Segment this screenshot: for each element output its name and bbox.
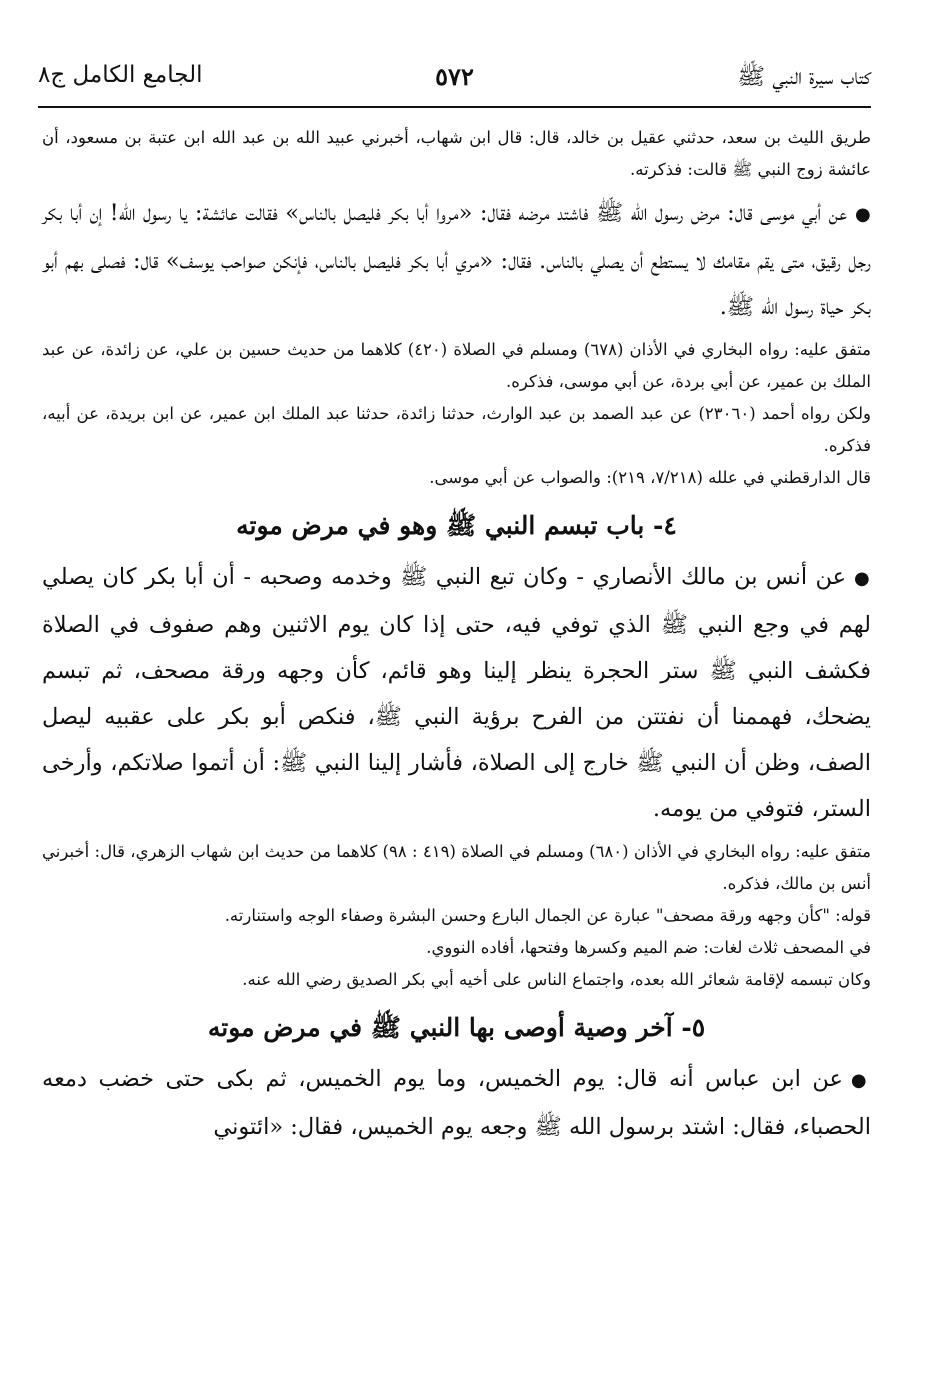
- bullet-icon: ●: [854, 568, 871, 589]
- volume-title: الجامع الكامل ج٨: [38, 62, 203, 88]
- book-title: كتاب سيرة النبي ﷺ: [737, 64, 871, 90]
- section-heading: ٥- آخر وصية أوصى بها النبي ﷺ في مرض موته: [207, 1013, 706, 1042]
- note-paragraph: متفق عليه: رواه البخاري في الأذان (٦٨٠) ومسلم في الصلاة (٤١٩ : ٩٨) كلاهما من حديث ابن شهاب الزهري، قال: أخبرني أنس بن مالك، فذكره.: [42, 842, 871, 893]
- note-paragraph: ولكن رواه أحمد (٢٣٠٦٠) عن عبد الصمد بن عبد الوارث، حدثنا زائدة، حدثنا عبد الملك ابن عمير، عن ابن بريدة، عن أبيه، فذكره.: [42, 404, 871, 455]
- header-divider: [38, 106, 871, 108]
- hadith-text: عن أنس بن مالك الأنصاري - وكان تبع النبي ﷺ وخدمه وصحبه - أن أبا بكر كان يصلي لهم في وجع النبي ﷺ الذي توفي فيه، حتى إذا كان يوم الاثنين وهم صفوف في الصلاة فكشف النبي ﷺ ستر الحجرة ينظر إلينا وهو قائم، كأن وجهه ورقة مصحف، ثم تبسم يضحك، فهممنا أن نفتتن من الفرح برؤية النبي ﷺ، فنكص أبو بكر على عقبيه ليصل الصف، وظن أن النبي ﷺ خارج إلى الصلاة، فأشار إلينا النبي ﷺ: أن أتموا صلاتكم، وأرخى الستر، فتوفي من يومه.: [42, 564, 871, 822]
- hadith-text: عن ابن عباس أنه قال: يوم الخميس، وما يوم الخميس، ثم بكى حتى خضب دمعه الحصباء، فقال: اشتد برسول الله ﷺ وجعه يوم الخميس، فقال: «ائتوني: [42, 1066, 871, 1140]
- hadith-paragraph: [42, 554, 871, 832]
- note-paragraph: قال الدارقطني في علله (٧/٢١٨، ٢١٩): والصواب عن أبي موسى.: [429, 468, 871, 487]
- page-header: [38, 62, 871, 102]
- note-paragraph: في المصحف ثلاث لغات: ضم الميم وكسرها وفتحها، أفاده النووي.: [426, 938, 871, 957]
- note-paragraph: متفق عليه: رواه البخاري في الأذان (٦٧٨) ومسلم في الصلاة (٤٢٠) كلاهما من حديث حسين بن علي، عن زائدة، عن عبد الملك بن عمير، عن أبي بردة، عن أبي موسى، فذكره.: [42, 340, 871, 391]
- hadith-text: عن أبي موسى قال: مرض رسول الله ﷺ فاشتد مرضه فقال: «مروا أبا بكر فليصل بالناس» فقالت عائشة: يا رسول الله! إن أبا بكر رجل رقيق، متى يقم مقامك لا يستطع أن يصلي بالناس. فقال: «مري أبا بكر فليصل بالناس، فإنكن صواحب يوسف» قال: فصلى بهم أبو بكر حياة رسول الله ﷺ.: [42, 200, 871, 320]
- bullet-icon: ●: [850, 1070, 871, 1091]
- page-number: ٥٧٢: [435, 62, 474, 91]
- note-paragraph: قوله: "كأن وجهه ورقة مصحف" عبارة عن الجمال البارع وحسن البشرة وصفاء الوجه واستنارته.: [224, 906, 871, 925]
- hadith-paragraph: [42, 190, 871, 330]
- bullet-icon: ●: [854, 204, 871, 225]
- page-body: [42, 122, 871, 1150]
- note-paragraph: وكان تبسمه لإقامة شعائر الله بعده، واجتماع الناس على أخيه أبي بكر الصديق رضي الله عنه.: [242, 970, 871, 989]
- section-heading: ٤- باب تبسم النبي ﷺ وهو في مرض موته: [236, 511, 677, 540]
- note-paragraph: طريق الليث بن سعد، حدثني عقيل بن خالد، قال: قال ابن شهاب، أخبرني عبيد الله بن عبد الله ابن عتبة بن مسعود، أن عائشة زوج النبي ﷺ قالت: فذكرته.: [42, 128, 871, 179]
- hadith-paragraph: [42, 1056, 871, 1150]
